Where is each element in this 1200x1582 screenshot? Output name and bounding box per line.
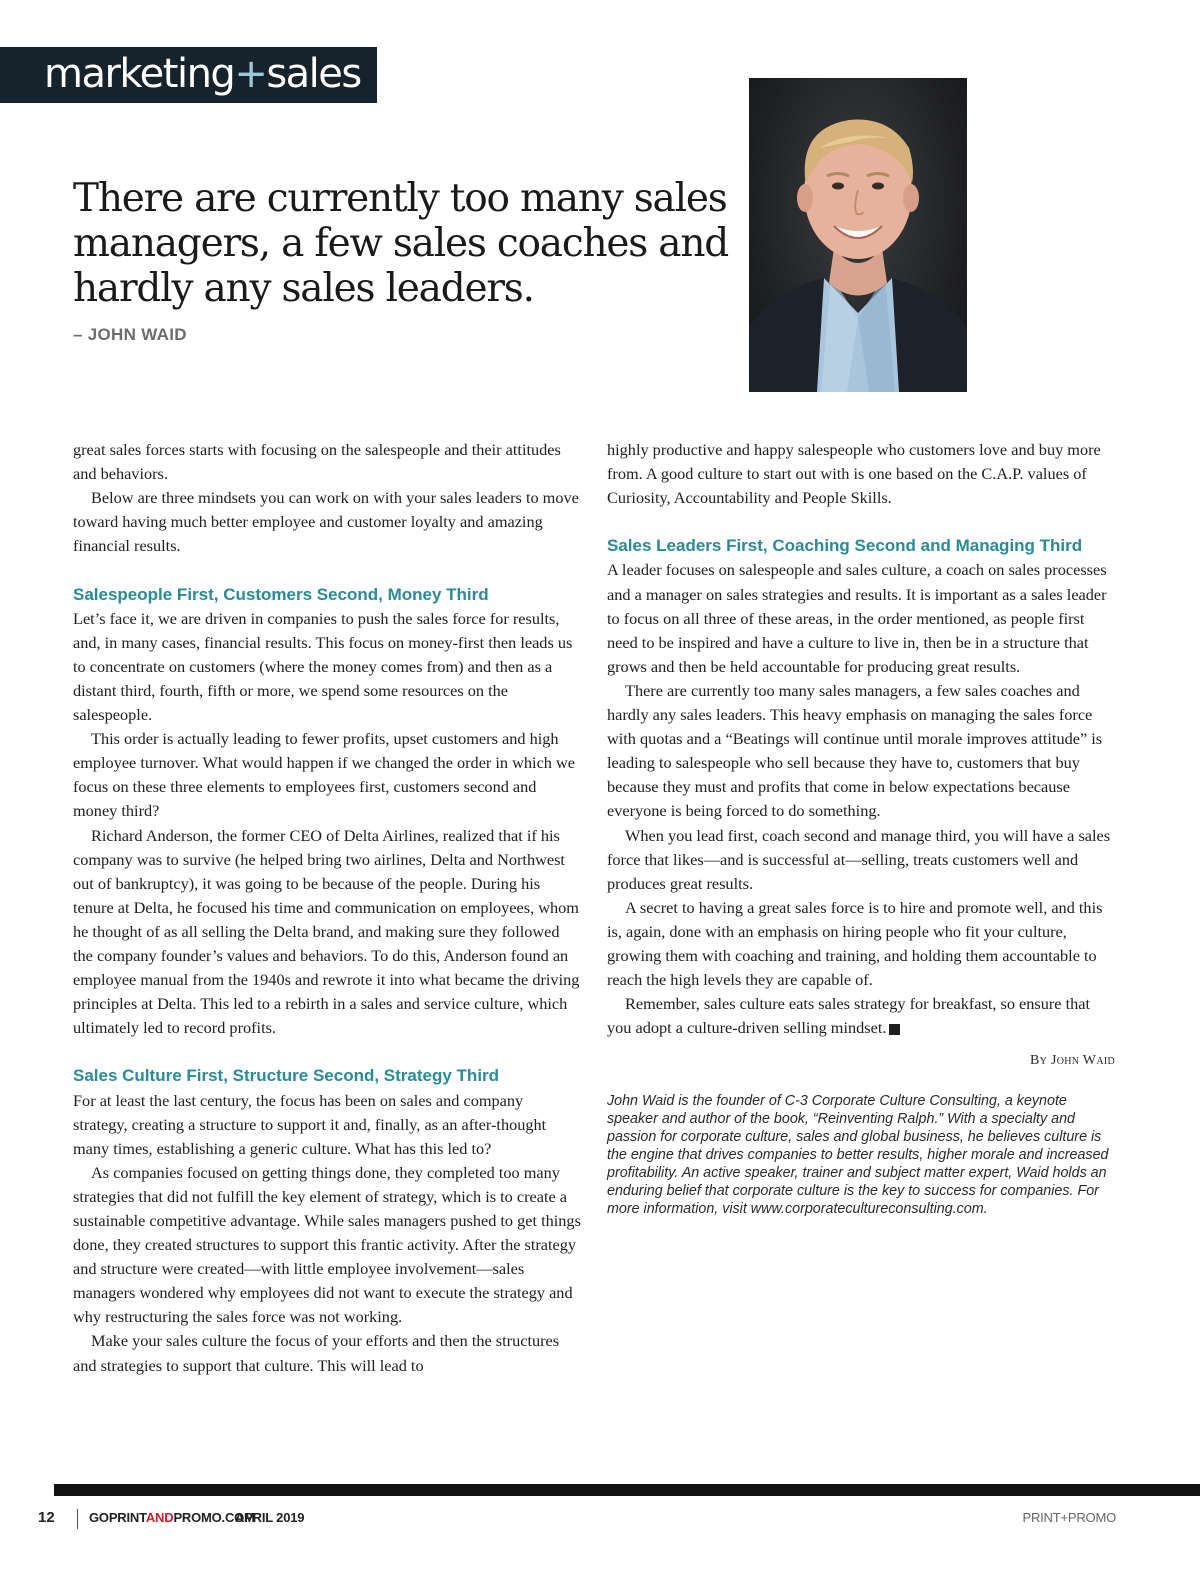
section-header bbox=[0, 47, 377, 103]
paragraph: Below are three mindsets you can work on with your sales leaders to move toward having much better employee and customer loyalty and amazing financial results. bbox=[73, 488, 579, 556]
paragraph: Richard Anderson, the former CEO of Delta Airlines, realized that if his company was to survive (he helped bring two airlines, Delta and Northwest out of bankruptcy), it was going to be because of the people. During his tenure at Delta, he focused his time and communication on employees, whom he thought of as all selling the Delta brand, and making sure they followed the company founder’s values and behaviors. To do this, Anderson found an employee manual from the 1940s and rewrote it into what became the driving principles at Delta. This led to a rebirth in a sales and service culture, which ultimately led to record profits. bbox=[73, 825, 580, 1038]
paragraph: There are currently too many sales managers, a few sales coaches and hardly any sales leaders. This heavy emphasis on managing the sales force with quotas and a “Beatings will continue until morale improves attitude” is leading to salespeople who sell because they have to, customers that buy because they must and profits that come in below expectations because everyone is being forced to do something. bbox=[607, 680, 1103, 821]
end-mark-icon: + bbox=[889, 1024, 900, 1035]
section-word-marketing: marketing bbox=[44, 51, 235, 97]
paragraph: A secret to having a great sales force is to hire and promote well, and this is, again, done with an emphasis on hiring people who fit your culture, growing them with coaching and training, and holding them accountable to reach the high levels they are capable of. bbox=[607, 897, 1103, 990]
paragraph: For at least the last century, the focus has been on sales and company strategy, creating a structure to support it and, finally, as an after-thought many times, establishing a generic culture. What has this led to? bbox=[73, 1090, 547, 1158]
portrait-illustration bbox=[749, 78, 967, 392]
paragraph: A leader focuses on salespeople and sales culture, a coach on sales processes and a manager on sales strategies and results. It is important as a sales leader to focus on all three of these areas, in the order mentioned, as people first need to be inspired and have a culture to live in, then be in a structure that grows and then be held accountable for producing great results. bbox=[607, 560, 1107, 676]
byline: By John Waid bbox=[1029, 1053, 1115, 1069]
pull-quote-attribution: – JOHN WAID bbox=[73, 325, 187, 344]
paragraph: When you lead first, coach second and manage third, you will have a sales force that likes—and is successful at—selling, treats customers well and produces great results. bbox=[607, 825, 1111, 893]
site-url-part1: GOPRINT bbox=[89, 1510, 146, 1525]
paragraph-final bbox=[607, 992, 1115, 1040]
subheading: Sales Culture First, Structure Second, Strategy Third bbox=[73, 1066, 500, 1086]
article-column-left bbox=[73, 438, 581, 1378]
footer-divider bbox=[77, 1509, 78, 1529]
paragraph: Make your sales culture the focus of your efforts and then the structures and strategies to support that culture. This will lead to bbox=[73, 1331, 560, 1375]
pull-quote: There are currently too many sales managers, a few sales coaches and hardly any sales leaders. bbox=[73, 176, 729, 311]
site-url bbox=[89, 1510, 255, 1525]
paragraph: great sales forces starts with focusing on the salespeople and their attitudes and behaviors. bbox=[73, 440, 561, 484]
paragraph-final-text: Remember, sales culture eats sales strategy for breakfast, so ensure that you adopt a culture-driven selling mindset. bbox=[607, 994, 1091, 1038]
magazine-name: PRINT+PROMO bbox=[1022, 1510, 1116, 1525]
article-column-right bbox=[607, 438, 1115, 1218]
subheading: Salespeople First, Customers Second, Money Third bbox=[73, 584, 489, 604]
author-bio: John Waid is the founder of C-3 Corporate Culture Consulting, a keynote speaker and author of the book, “Reinventing Ralph.” With a specialty and passion for corporate culture, sales and global business, he believes culture is the engine that drives companies to better results, higher morale and increased profitability. An active speaker, trainer and subject matter expert, Waid holds an enduring belief that corporate culture is the key to success for companies. For more information, visit www.corporatecultureconsulting.com. bbox=[607, 1093, 1109, 1218]
site-url-part3: PROMO.COM bbox=[173, 1510, 255, 1525]
site-url-part2: AND bbox=[145, 1510, 174, 1525]
paragraph: As companies focused on getting things done, they completed too many strategies that did not fulfill the key element of strategy, which is to create a sustainable competitive advantage. While sales managers pushed to get things done, they created structures to support this frantic activity. After the strategy and structure were created—with little employee involvement—sales managers wondered why employees did not want to execute the strategy and why restructuring the sales force was not working. bbox=[73, 1162, 581, 1327]
page-number: 12 bbox=[38, 1509, 55, 1526]
paragraph: Let’s face it, we are driven in companies to push the sales force for results, and, in many cases, financial results. This focus on money-first then leads us to concentrate on customers (where the money comes from) and then as a distant third, fourth, fifth or more, we spend some resources on the salespeople. bbox=[73, 608, 573, 725]
subheading: Sales Leaders First, Coaching Second and Managing Third bbox=[607, 536, 1083, 556]
paragraph: This order is actually leading to fewer profits, upset customers and high employee turnover. What would happen if we changed the order in which we focus on these three elements to employees first, customers second and money third? bbox=[73, 729, 575, 821]
section-plus: + bbox=[234, 51, 267, 97]
paragraph: highly productive and happy salespeople who customers love and buy more from. A good culture to start out with is one based on the C.A.P. values of Curiosity, Accountability and People Skills. bbox=[607, 440, 1101, 508]
issue-date: APRIL 2019 bbox=[235, 1510, 305, 1525]
page-footer bbox=[0, 1509, 1200, 1531]
footer-rule bbox=[54, 1484, 1200, 1496]
section-word-sales: sales bbox=[266, 51, 361, 97]
author-portrait bbox=[749, 78, 967, 392]
